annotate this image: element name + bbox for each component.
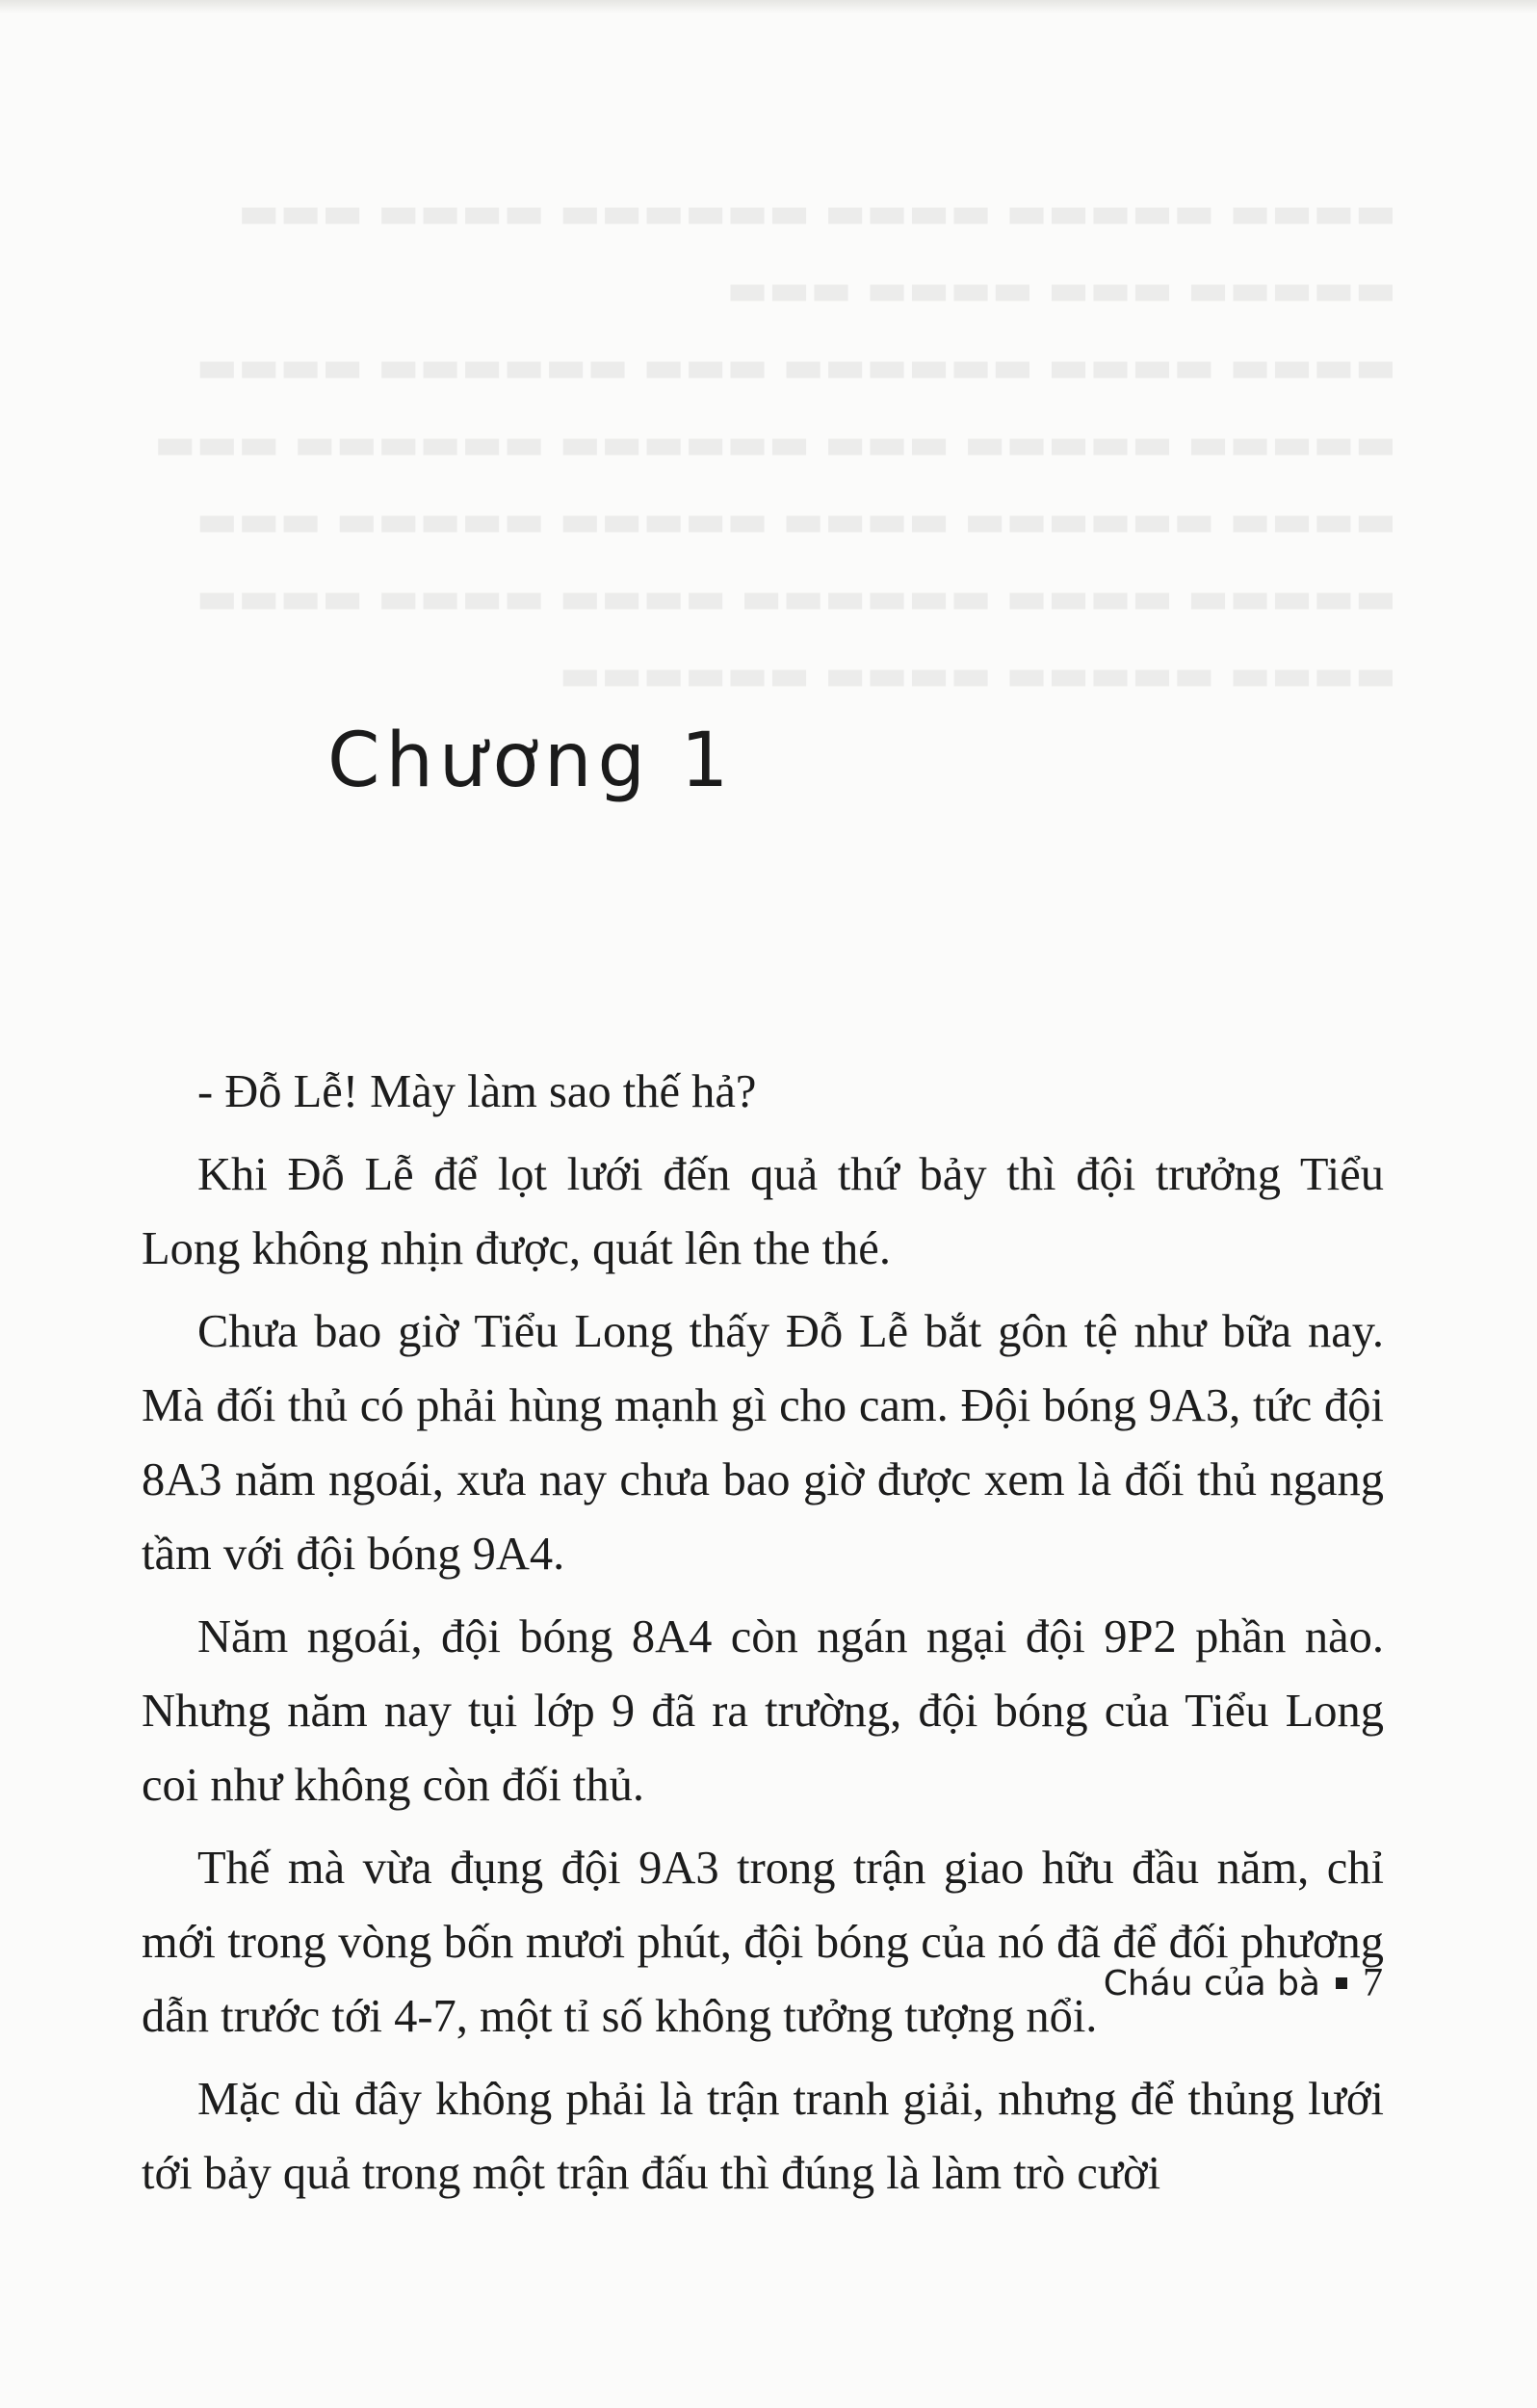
page-top-edge [0,0,1537,13]
bleed-through-texture: ▬▬▬▬ ▬▬▬▬▬ ▬▬▬▬ ▬▬▬▬▬▬ ▬▬▬▬ ▬▬▬ ▬▬▬▬▬ ▬▬▬ ▬▬▬▬ ▬▬▬ ▬▬▬▬ ▬▬▬▬ ▬▬▬▬▬▬ ▬▬▬ ▬▬▬▬▬▬ ▬▬▬▬ ▬▬▬▬▬ ▬▬▬▬▬ ▬▬▬ ▬▬▬▬▬▬ ▬▬▬▬▬▬ ▬▬▬ ▬▬▬▬ ▬▬▬▬▬▬ ▬▬▬▬ ▬▬▬▬▬ ▬▬▬▬▬ ▬▬▬ ▬▬▬▬▬ ▬▬▬▬ ▬▬▬▬▬▬ ▬▬▬▬ ▬▬▬▬ ▬▬▬▬ ▬▬▬▬ ▬▬▬▬▬ ▬▬▬▬ ▬▬▬▬▬▬ [153,186,1396,700]
paragraph: Mặc dù đây không phải là trận tranh giải, nhưng để thủng lưới tới bảy quả trong một trận đấu thì đúng là làm trò cười [142,2074,1384,2199]
square-bullet-icon [1336,1977,1347,1989]
page-number: 7 [1363,1961,1383,2005]
paragraph: Chưa bao giờ Tiểu Long thấy Đỗ Lễ bắt gôn tệ như bữa nay. Mà đối thủ có phải hùng mạnh gì cho cam. Đội bóng 9A3, tức đội 8A3 năm ngoái, xưa nay chưa bao giờ được xem là đối thủ ngang tầm với đội bóng 9A4. [142,1306,1384,1580]
running-title: Cháu của bà [1103,1963,1320,2003]
paragraph: - Đỗ Lễ! Mày làm sao thế hả? [197,1066,757,1117]
page-footer [1104,1960,1383,2006]
chapter-body [142,1055,1384,2219]
paragraph: Năm ngoái, đội bóng 8A4 còn ngán ngại đội 9P2 phần nào. Nhưng năm nay tụi lớp 9 đã ra trường, đội bóng của Tiểu Long coi như không còn đối thủ. [142,1611,1384,1811]
chapter-title: Chương 1 [327,718,735,804]
paragraph: Khi Đỗ Lễ để lọt lưới đến quả thứ bảy thì đội trưởng Tiểu Long không nhịn được, quát lên the thé. [142,1149,1384,1274]
paragraph: Thế mà vừa đụng đội 9A3 trong trận giao hữu đầu năm, chỉ mới trong vòng bốn mươi phút, đội bóng của nó đã để đối phương dẫn trước tới 4-7, một tỉ số không tưởng tượng nổi. [142,1843,1384,2042]
